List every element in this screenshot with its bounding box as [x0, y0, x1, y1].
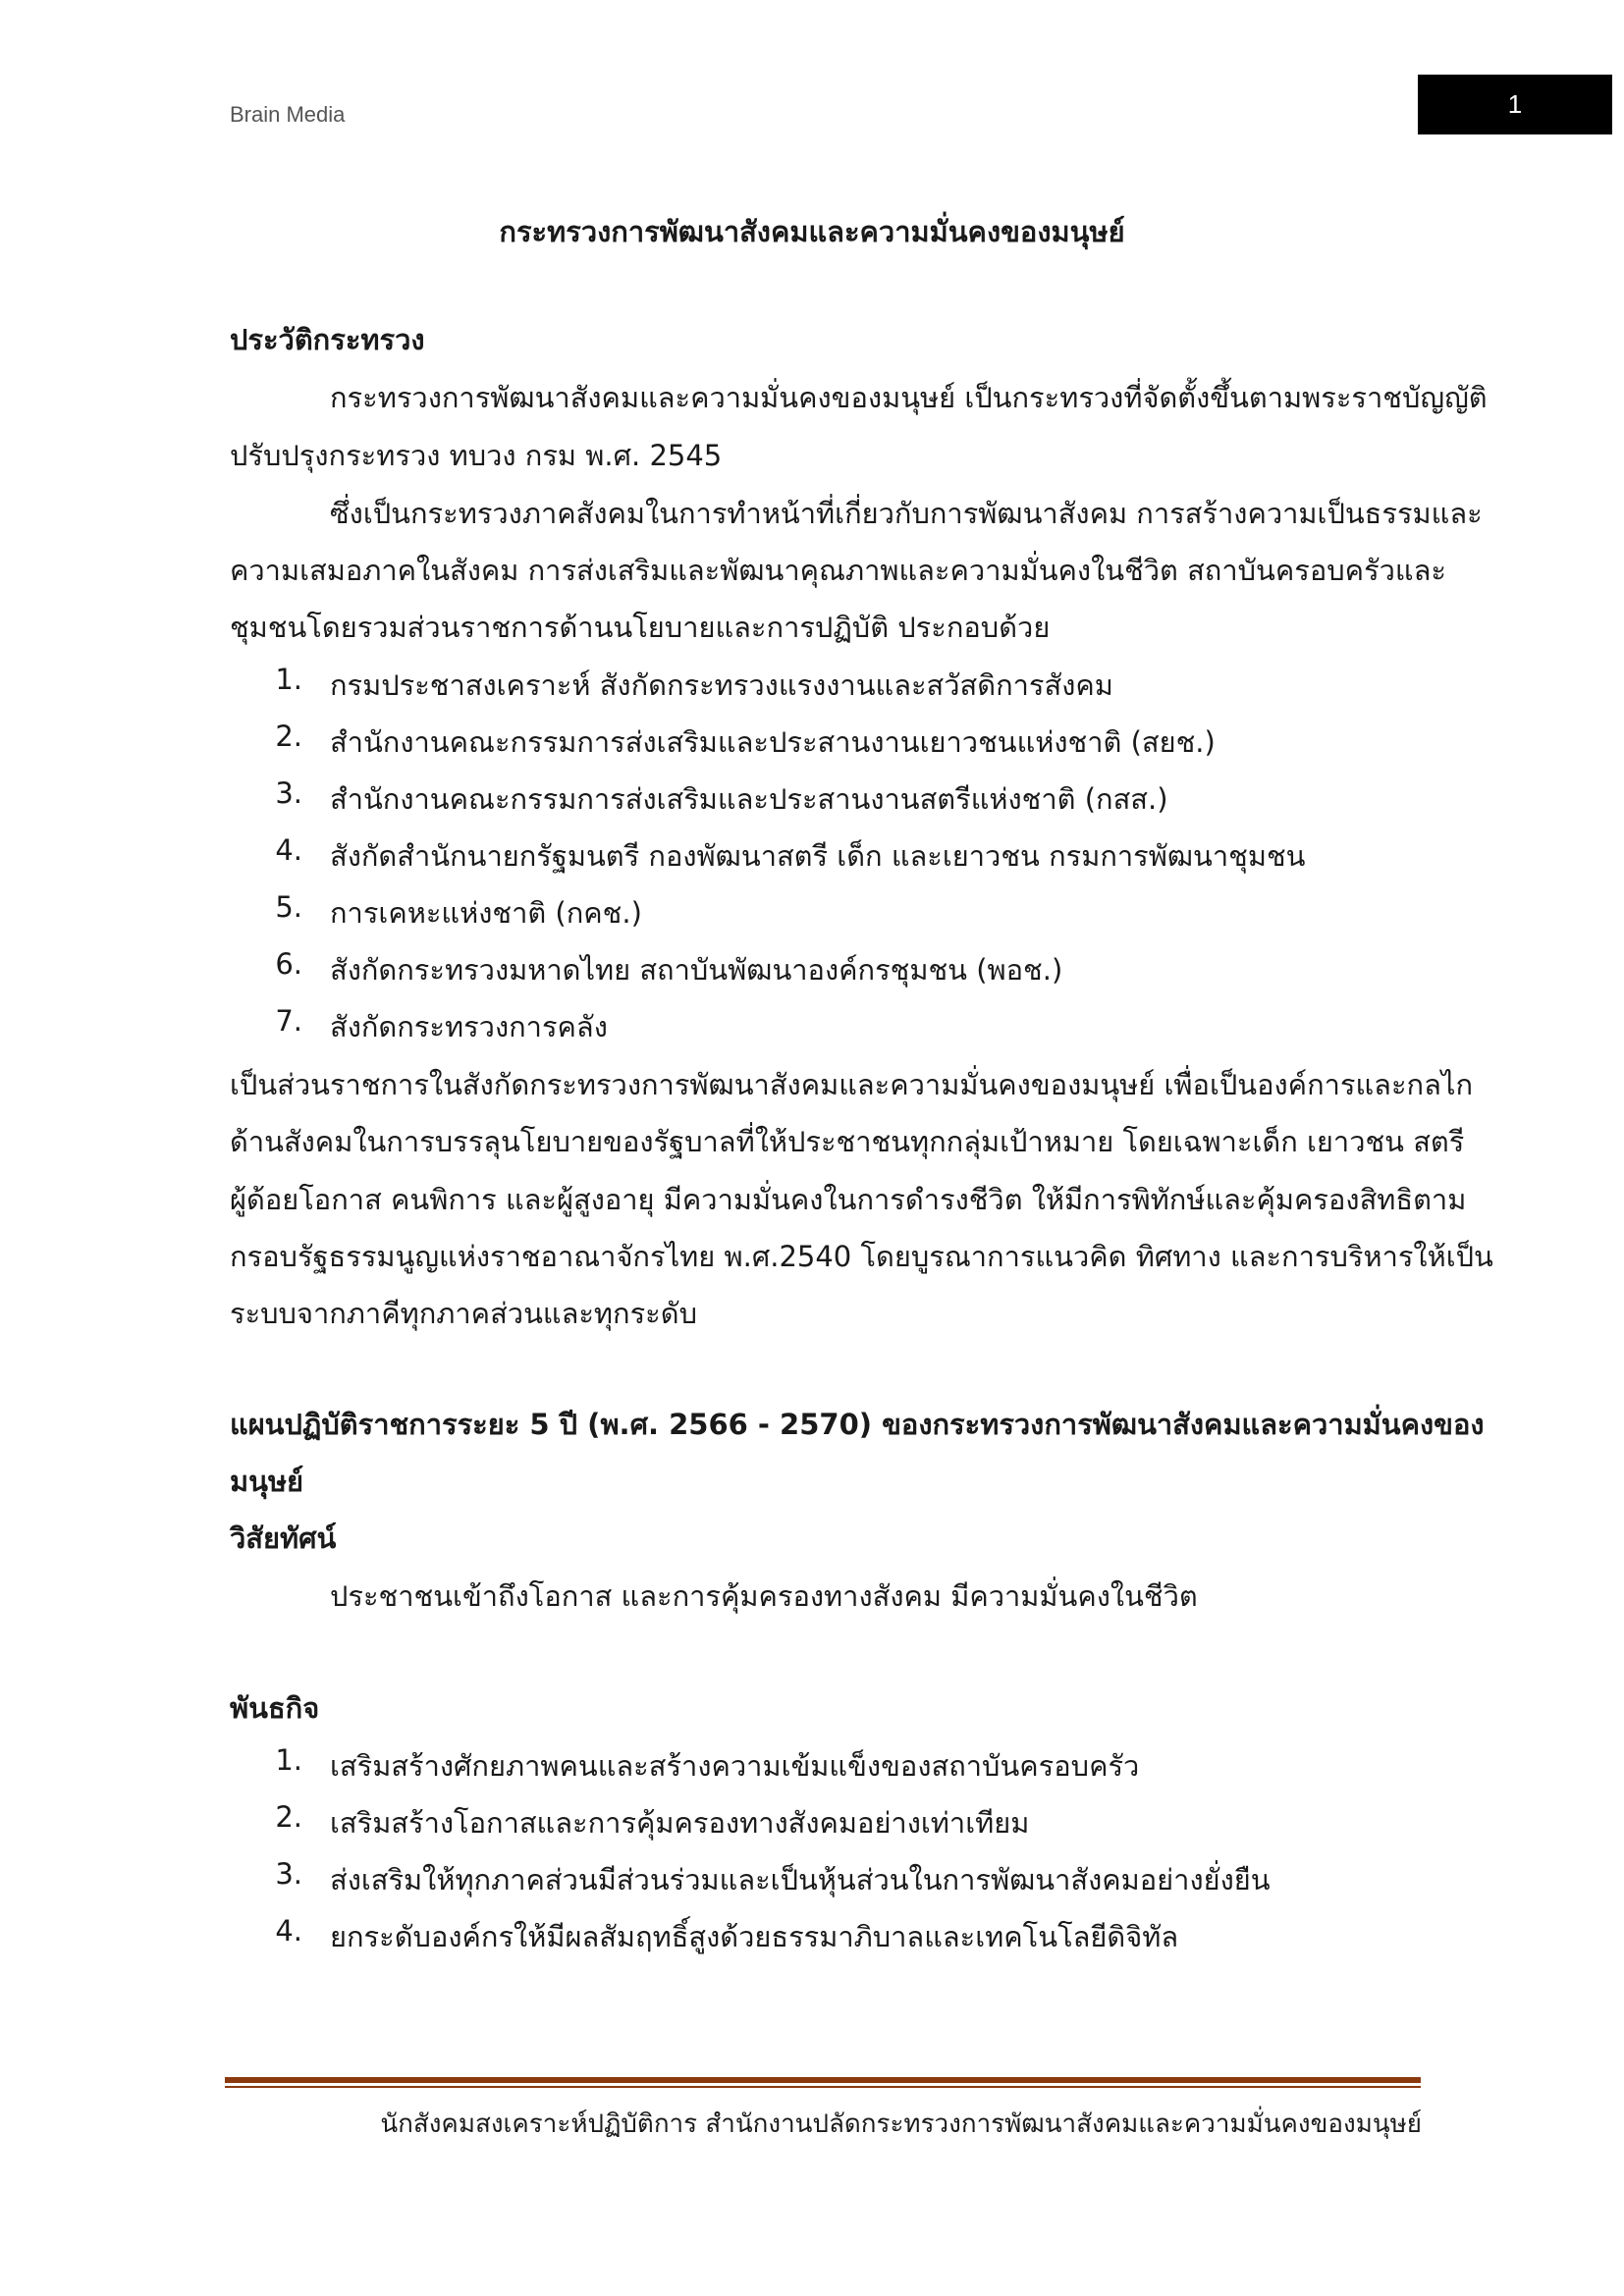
- mission-heading: พันธกิจ: [230, 1691, 320, 1725]
- list-item-number: 3.: [275, 1857, 302, 1891]
- list-item-text: การเคหะแห่งชาติ (กคช.): [330, 896, 642, 930]
- list-item-number: 5.: [275, 890, 302, 924]
- footer-rule-thick: [225, 2077, 1421, 2083]
- list-item-text: สังกัดกระทรวงการคลัง: [330, 1010, 608, 1043]
- list-item-text: ส่งเสริมให้ทุกภาคส่วนมีส่วนร่วมและเป็นหุ้นส่วนในการพัฒนาสังคมอย่างยั่งยืน: [330, 1863, 1271, 1896]
- plan-heading-line-2: มนุษย์: [230, 1465, 304, 1498]
- history-paragraph-2-line-2: ความเสมอภาคในสังคม การส่งเสริมและพัฒนาคุณภาพและความมั่นคงในชีวิต สถาบันครอบครัวและ: [230, 554, 1446, 587]
- vision-text: ประชาชนเข้าถึงโอกาส และการคุ้มครองทางสังคม มีความมั่นคงในชีวิต: [330, 1579, 1198, 1613]
- history-paragraph-3-line-4: กรอบรัฐธรรมนูญแห่งราชอาณาจักรไทย พ.ศ.2540 โดยบูรณาการแนวคิด ทิศทาง และการบริหารให้เป็น: [230, 1240, 1493, 1273]
- history-paragraph-3-line-5: ระบบจากภาคีทุกภาคส่วนและทุกระดับ: [230, 1297, 697, 1330]
- list-item-number: 3.: [275, 776, 302, 810]
- plan-heading-line-1: แผนปฏิบัติราชการระยะ 5 ปี (พ.ศ. 2566 - 2570) ของกระทรวงการพัฒนาสังคมและความมั่นคงของ: [230, 1408, 1485, 1441]
- list-item-text: กรมประชาสงเคราะห์ สังกัดกระทรวงแรงงานและสวัสดิการสังคม: [330, 668, 1113, 702]
- history-paragraph-1-line-1: กระทรวงการพัฒนาสังคมและความมั่นคงของมนุษย์ เป็นกระทรวงที่จัดตั้งขึ้นตามพระราชบัญญัติ: [330, 381, 1488, 414]
- list-item-number: 2.: [275, 1800, 302, 1834]
- history-paragraph-3-line-3: ผู้ด้อยโอกาส คนพิการ และผู้สูงอายุ มีความมั่นคงในการดำรงชีวิต ให้มีการพิทักษ์และคุ้มครองสิทธิตาม: [230, 1183, 1467, 1216]
- list-item-number: 4.: [275, 1914, 302, 1948]
- list-item-text: สำนักงานคณะกรรมการส่งเสริมและประสานงานเยาวชนแห่งชาติ (สยช.): [330, 725, 1216, 759]
- list-item-text: เสริมสร้างโอกาสและการคุ้มครองทางสังคมอย่างเท่าเทียม: [330, 1806, 1030, 1840]
- history-paragraph-1-line-2: ปรับปรุงกระทรวง ทบวง กรม พ.ศ. 2545: [230, 439, 723, 472]
- footer-rule-thin: [225, 2086, 1421, 2088]
- header-brand: Brain Media: [230, 102, 346, 127]
- history-paragraph-2-line-1: ซึ่งเป็นกระทรวงภาคสังคมในการทำหน้าที่เกี่ยวกับการพัฒนาสังคม การสร้างความเป็นธรรมและ: [330, 497, 1483, 530]
- list-item-text: เสริมสร้างศักยภาพคนและสร้างความเข้มแข็งของสถาบันครอบครัว: [330, 1749, 1140, 1783]
- page-number: 1: [1418, 75, 1612, 134]
- list-item-text: สังกัดสำนักนายกรัฐมนตรี กองพัฒนาสตรี เด็ก และเยาวชน กรมการพัฒนาชุมชน: [330, 839, 1306, 873]
- list-item-number: 7.: [275, 1004, 302, 1038]
- history-paragraph-3-line-1: เป็นส่วนราชการในสังกัดกระทรวงการพัฒนาสังคมและความมั่นคงของมนุษย์ เพื่อเป็นองค์การและกลไก: [230, 1068, 1474, 1101]
- history-paragraph-2-line-3: ชุมชนโดยรวมส่วนราชการด้านนโยบายและการปฏิบัติ ประกอบด้วย: [230, 611, 1051, 644]
- list-item-number: 6.: [275, 947, 302, 981]
- history-paragraph-3-line-2: ด้านสังคมในการบรรลุนโยบายของรัฐบาลที่ให้ประชาชนทุกกลุ่มเป้าหมาย โดยเฉพาะเด็ก เยาวชน สตรี: [230, 1125, 1465, 1158]
- list-item-number: 4.: [275, 833, 302, 867]
- list-item-text: สำนักงานคณะกรรมการส่งเสริมและประสานงานสตรีแห่งชาติ (กสส.): [330, 782, 1168, 816]
- footer-text: นักสังคมสงเคราะห์ปฏิบัติการ สำนักงานปลัดกระทรวงการพัฒนาสังคมและความมั่นคงของมนุษย์: [380, 2109, 1422, 2139]
- list-item-text: ยกระดับองค์กรให้มีผลสัมฤทธิ์สูงด้วยธรรมาภิบาลและเทคโนโลยีดิจิทัล: [330, 1920, 1179, 1953]
- vision-heading: วิสัยทัศน์: [230, 1522, 337, 1555]
- list-item-number: 1.: [275, 1743, 302, 1777]
- list-item-number: 2.: [275, 720, 302, 753]
- list-item-number: 1.: [275, 663, 302, 696]
- history-heading: ประวัติกระทรวง: [230, 323, 425, 356]
- list-item-text: สังกัดกระทรวงมหาดไทย สถาบันพัฒนาองค์กรชุมชน (พอช.): [330, 953, 1063, 987]
- document-title: กระทรวงการพัฒนาสังคมและความมั่นคงของมนุษย์: [499, 215, 1125, 248]
